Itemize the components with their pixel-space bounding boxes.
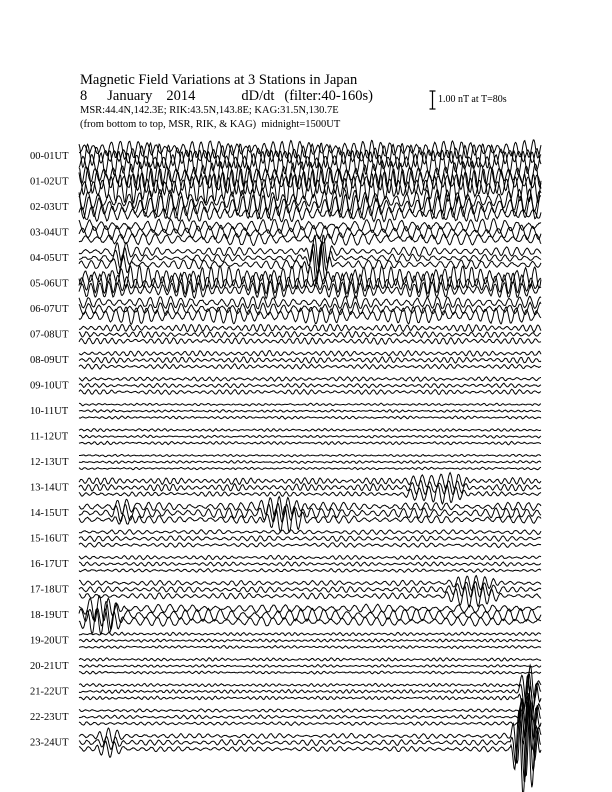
row-label: 01-02UT [30,176,69,188]
row-label: 18-19UT [30,610,69,621]
trace-kag [79,219,541,234]
trace-rik [79,331,541,337]
trace-kag [79,632,541,636]
quantity-label: dD/dt [241,88,275,104]
trace-kag [79,687,541,731]
trace-rik [79,602,541,630]
trace-msr [79,245,541,284]
row-label: 12-13UT [30,457,69,468]
trace-rik [79,536,541,542]
row-label: 19-20UT [30,635,69,647]
trace-rik [79,674,541,708]
row-label: 15-16UT [30,533,69,545]
date-month: January [107,88,153,104]
order-note-text: (from bottom to top, MSR, RIK, & KAG) [80,119,257,130]
row-label: 14-15UT [30,508,69,519]
trace-msr [79,646,541,649]
trace-rik [79,383,541,388]
trace-kag [79,377,541,382]
row-label: 10-11UT [30,406,69,417]
trace-msr [79,569,541,573]
scale-label: 1.00 nT at T=80s [438,94,507,105]
row-label: 00-01UT [30,151,69,162]
trace-msr [79,585,541,607]
trace-msr [79,702,541,792]
row-label: 13-14UT [30,482,69,494]
station-coordinates: MSR:44.4N,142.3E; RIK:43.5N,143.8E; KAG:31.5N,130.7E [80,105,339,116]
row-label: 07-08UT [30,329,69,341]
trace-rik [79,562,541,566]
trace-rik [79,461,541,464]
trace-kag [79,576,541,591]
trace-msr [79,467,541,470]
trace-msr [79,338,541,345]
trace-msr [79,441,541,445]
trace-kag [79,429,541,432]
trace-kag [79,596,541,622]
trace-kag [79,530,541,535]
row-label: 11-12UT [30,431,69,443]
trace-rik [79,225,541,240]
trace-kag [79,555,541,559]
trace-rik [79,435,541,438]
row-label: 09-10UT [30,380,69,392]
trace-msr [79,389,541,394]
trace-kag [79,454,541,456]
trace-rik [79,693,541,739]
trace-kag [79,658,541,661]
row-label: 17-18UT [30,584,69,596]
trace-msr [79,675,541,720]
trace-msr [79,416,541,419]
trace-kag [79,403,541,406]
row-label: 21-22UT [30,686,69,698]
trace-rik [79,665,541,668]
trace-msr [79,282,541,299]
row-label: 22-23UT [30,712,69,723]
row-label: 20-21UT [30,661,69,672]
trace-kag [79,665,541,703]
date-day: 8 [80,88,88,104]
row-label: 23-24UT [30,737,69,749]
filter-label: (filter:40-160s) [284,88,373,104]
trace-rik [79,410,541,413]
row-label: 08-09UT [30,355,69,366]
row-label: 04-05UT [30,253,69,264]
row-label: 02-03UT [30,202,69,213]
row-label: 05-06UT [30,278,69,290]
trace-kag [79,351,541,357]
trace-msr [79,364,541,369]
trace-kag [79,324,541,332]
date-year: 2014 [166,88,196,104]
trace-msr [79,671,541,674]
trace-rik [79,639,541,642]
trace-msr [79,205,541,222]
row-label: 16-17UT [30,559,69,570]
trace-msr [79,542,541,547]
trace-rik [79,357,541,363]
trace-kag [79,497,541,517]
row-label: 03-04UT [30,227,69,239]
chart-title: Magnetic Field Variations at 3 Stations in Japan [80,72,358,88]
row-label: 06-07UT [30,304,69,315]
midnight-note: midnight=1500UT [261,119,341,130]
